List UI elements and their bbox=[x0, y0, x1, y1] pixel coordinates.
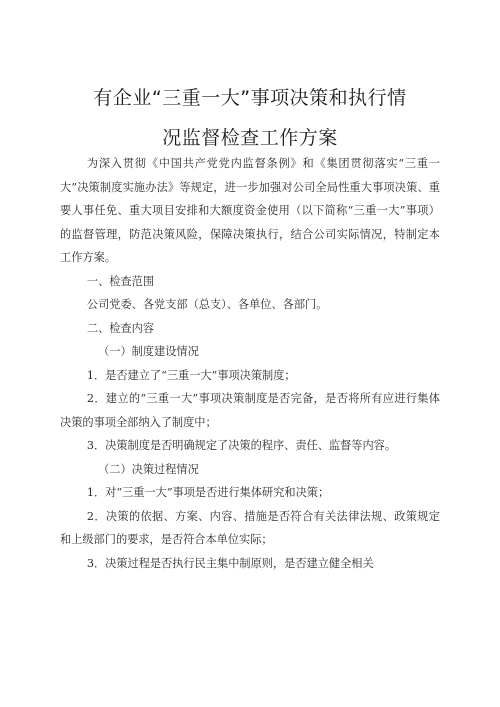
list-item: 1．对“三重一大”事项是否进行集体研究和决策； bbox=[86, 486, 330, 499]
document-title-line-2: 况监督检查工作方案 bbox=[162, 127, 338, 149]
list-item: 3．决策过程是否执行民主集中制原则，是否建立健全相关 bbox=[86, 556, 374, 570]
subsection-heading-process: （二）决策过程情况 bbox=[98, 462, 199, 476]
list-item: 3．决策制度是否明确规定了决策的程序、责任、监督等内容。 bbox=[86, 439, 397, 452]
document-body bbox=[60, 152, 440, 575]
intro-paragraph: 为深入贯彻《中国共产党党内监督条例》和《集团贯彻落实“三重一大”决策制度实施办法》等规定，进一步加强对公司全局性重大事项决策、重要人事任免、重大项目安排和大额度资金使用（以下简称“三重一大”事项）的监督管理，防范决策风险，保障决策执行，结合公司实际情况，特制定本工作方案。 bbox=[60, 157, 440, 264]
list-item: 2．建立的“三重一大”事项决策制度是否完备，是否将所有应进行集体决策的事项全部纳入了制度中； bbox=[60, 392, 440, 429]
scope-paragraph: 公司党委、各党支部（总支）、各单位、各部门。 bbox=[86, 298, 328, 311]
document-title-line-1: 有企业“三重一大”事项决策和执行情 bbox=[93, 87, 407, 109]
subsection-heading-system: （一）制度建设情况 bbox=[98, 345, 199, 358]
list-item: 1．是否建立了“三重一大”事项决策制度； bbox=[86, 368, 296, 382]
section-heading-content: 二、检查内容 bbox=[86, 321, 155, 335]
section-heading-scope: 一、检查范围 bbox=[86, 274, 155, 288]
list-item: 2．决策的依据、方案、内容、措施是否符合有关法律法规、政策规定和上级部门的要求，是否符合本单位实际； bbox=[60, 509, 440, 546]
